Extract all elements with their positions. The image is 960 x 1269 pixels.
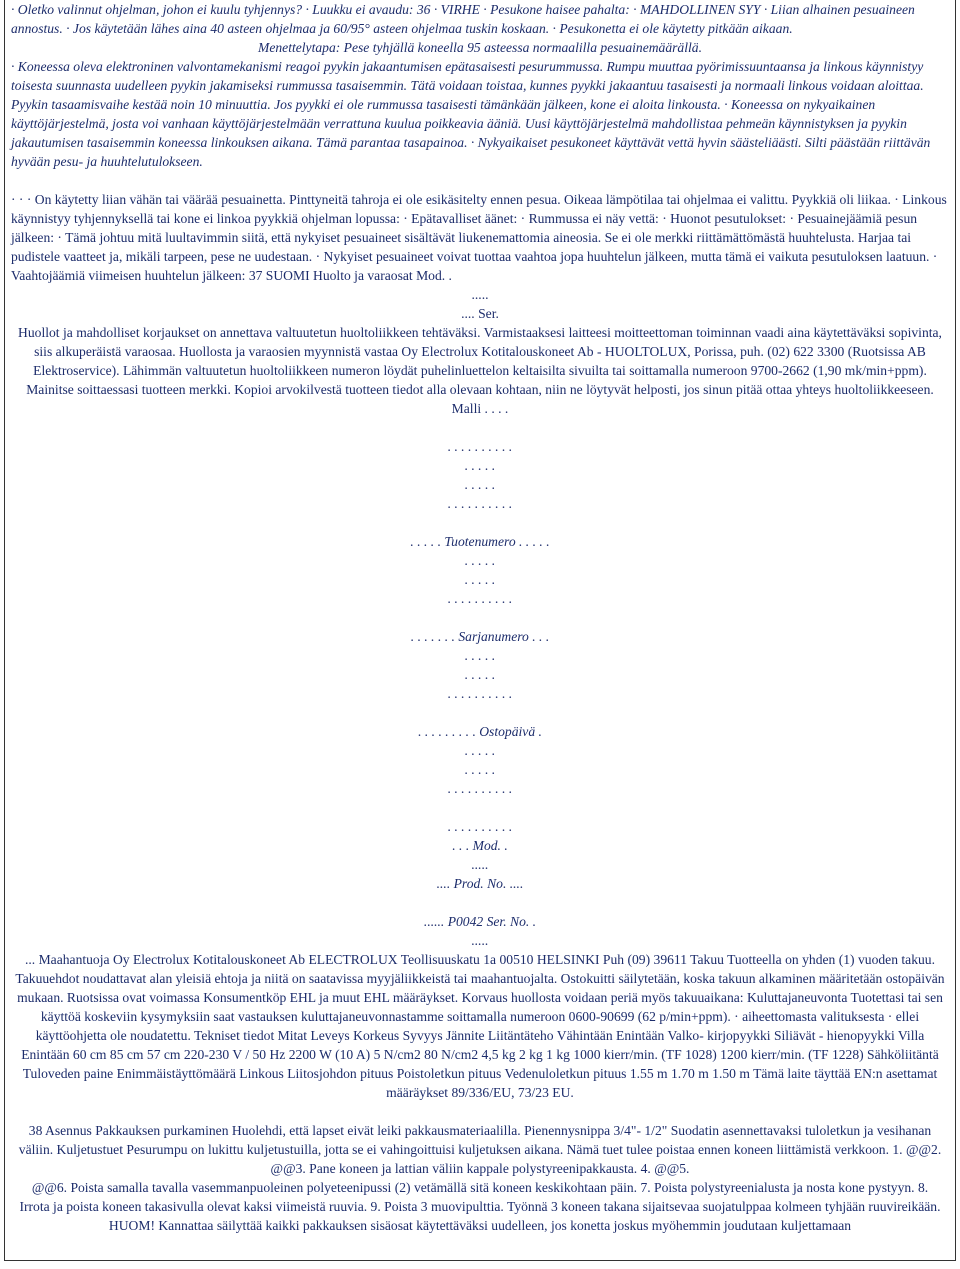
ser-line: .... Ser. <box>461 306 499 321</box>
spacer <box>11 798 949 817</box>
form-line: ..... <box>471 933 489 948</box>
unbalance-paragraph: · Koneessa oleva elektroninen valvontamekanismi reagoi pyykin jakaantumisen epätasaisesti pesurummussa. Rumpu muuttaa pyörimissuuntaansa ja linkous käynnistyy toisesta suunnasta uudelleen pyykin jakamiseksi rummussa tasaisemmin. Tätä voidaan toistaa, kunnes pyykki jakaantuu tasaisesti ja normaali linkous voidaan aloittaa. Pyykin tasaamisvaihe kestää noin 10 minuuttia. Jos pyykki ei ole rummussa tasaisesti tämänkään jälkeen, kone ei aloita linkousta. · Koneessa on nykyaikainen käyttöjärjestelmä, josta voi vanhaan käyttöjärjestelmään verrattuna kuulua poikkeavia ääniä. Uusi käyttöjärjestelmä mahdollistaa pehmeän käynnistyksen ja pyykin jakautumisen tasaisemmin koneessa linkouksen aikana. Tämä parantaa tasapainoa. · Nykyaikaiset pesukoneet käyttävät vettä hyvin säästeliäästi. Silti päästään riittävän hyvään pesu- ja huuhtelutulokseen. <box>11 59 931 169</box>
installation-section <box>11 1121 949 1235</box>
form-line: . . . . . . . . . . <box>447 686 513 701</box>
spacer <box>11 703 949 722</box>
spacer <box>11 418 949 437</box>
form-line: . . . . . . . . . . <box>447 439 513 454</box>
spacer <box>11 1102 949 1121</box>
form-line: . . . . . . . . . . <box>447 819 513 834</box>
troubleshooting-paragraph: · · · On käytetty liian vähän tai väärää pesuainetta. Pinttyneitä tahroja ei ole esikäsitelty ennen pesua. Oikeaa lämpötilaa tai ohjelmaa ei valittu. Pyykkiä oli liikaa. · Linkous käynnistyy tyhjennyksellä tai kone ei linkoa pyykkiä ohjelman lopussa: · Epätavalliset äänet: · Rummussa ei näy vettä: · Huonot pesutulokset: · Pesuainejäämiä pesun jälkeen: · Tämä johtuu mitä luultavimmin siitä, että nykyiset pesuaineet sisältävät liukenemattomia aineosia. Se ei ole merkki riittämättömästä huuhtelusta. Harjaa tai pudistele vaatteet ja, mikäli tarpeen, pese ne uudestaan. · Nykyiset pesuaineet voivat tuottaa vaahtoa jopa huuhtelun jälkeen, mutta tämä ei vaikuta pesutuloksen laatuun. · Vaahtojäämiä viimeisen huuhtelun jälkeen: 37 SUOMI Huolto ja varaosat Mod. . <box>11 192 947 283</box>
intro-section <box>11 0 949 171</box>
form-line: . . . . . <box>464 648 496 663</box>
product-number-line: . . . . . Tuotenumero . . . . . <box>410 534 550 549</box>
installation-paragraph-3: Irrota ja poista koneen takasivulla olevat kaksi viimeistä ruuvia. 9. Poista 3 muovipulttia. Työnnä 3 koneen takana sijaitsevaa suojatulppaa kolmeen tyhjään ruuvireikään. HUOM! Kannattaa säilyttää kaikki pakkauksen sisäosat käytettäväksi uudelleen, jos konetta joskus myöhemmin joudutaan kuljettamaan <box>19 1199 941 1233</box>
form-line: . . . . . <box>464 553 496 568</box>
form-line: ..... <box>471 857 489 872</box>
product-info-form <box>11 437 949 950</box>
form-line: . . . . . . . . . . <box>447 496 513 511</box>
mod-line: . . . Mod. . <box>452 838 508 853</box>
installation-paragraph-1: 38 Asennus Pakkauksen purkaminen Huolehdi, että lapset eivät leiki pakkausmateriaalilla. Pienennysnippa 3/4"- 1/2" Suodatin asennettavaksi tuloletkun ja vesihanan väliin. Kuljetustuet Pesurumpu on lukittu kuljetustuilla, jotta se ei vahingoittuisi kuljetuksen aikana. Nämä tuet tulee poistaa ennen koneen liittämistä verkkoon. 1. @@2. @@3. Pane koneen ja lattian väliin kappale polystyreenipakkausta. 4. @@5. <box>18 1123 942 1176</box>
dots-line: ..... <box>471 287 489 302</box>
troubleshooting-section <box>11 190 949 285</box>
installation-paragraph-2: @@6. Poista samalla tavalla vasemmanpuoleinen polyeteenipussi (2) vetämällä sitä koneen keskikohtaan päin. 7. Poista polystyreenialusta ja nosta kone pystyyn. 8. <box>31 1180 929 1195</box>
form-line: . . . . . <box>464 477 496 492</box>
form-line: . . . . . . . . . . <box>447 781 513 796</box>
service-section <box>11 285 949 418</box>
ser-no-line: ...... P0042 Ser. No. . <box>423 914 537 929</box>
prod-no-line: .... Prod. No. .... <box>436 876 524 891</box>
warranty-section <box>11 950 949 1102</box>
form-line: . . . . . <box>464 762 496 777</box>
document-page <box>4 0 956 1261</box>
spacer <box>11 608 949 627</box>
form-line: . . . . . <box>464 743 496 758</box>
spacer <box>11 893 949 912</box>
service-paragraph: Huollot ja mahdolliset korjaukset on annettava valtuutetun huoltoliikkeen tehtäväksi. Varmistaaksesi laitteesi moitteettoman toiminnan vaadi aina käytettäväksi sopivinta, siis alkuperäistä varaosaa. Huollosta ja varaosien myynnistä vastaa Oy Electrolux Kotitalouskoneet Ab - HUOLTOLUX, Porissa, puh. (02) 622 3300 (Ruotsissa AB Elektroservice). Lähimmän valtuutetun huoltoliikkeen numeron löydät puhelinluettelon keltaisilta sivuilta tai soittamalla numeroon 9700-2662 (1,90 mk/min+ppm). Mainitse soittaessasi tuotteen merkki. Kopioi arvokilvestä tuotteen tiedot alla olevaan kohtaan, niin ne löytyvät helposti, jos sinun pitää ottaa yhteys huoltoliikkeeseen. Malli . . . . <box>18 325 942 416</box>
form-line: . . . . . . . . . . <box>447 591 513 606</box>
form-line: . . . . . <box>464 458 496 473</box>
serial-number-line: . . . . . . . Sarjanumero . . . <box>410 629 550 644</box>
purchase-date-line: . . . . . . . . . Ostopäivä . <box>418 724 542 739</box>
troubleshooting-intro: · Oletko valinnut ohjelman, johon ei kuulu tyhjennys? · Luukku ei avaudu: 36 · VIRHE · Pesukone haisee pahalta: · MAHDOLLINEN SYY · Liian alhainen pesuaineen annostus. · Jos käytetään lähes aina 40 asteen ohjelmaa ja 60/95° asteen ohjelmaa tuskin koskaan. · Pesukonetta ei ole käytetty pitkään aikaan. <box>11 2 915 36</box>
spacer <box>11 513 949 532</box>
procedure-line: Menettelytapa: Pese tyhjällä koneella 95 asteessa normaalilla pesuainemäärällä. <box>258 40 702 55</box>
form-line: . . . . . <box>464 572 496 587</box>
spacer <box>11 171 949 190</box>
form-line: . . . . . <box>464 667 496 682</box>
warranty-paragraph: ... Maahantuoja Oy Electrolux Kotitalouskoneet Ab ELECTROLUX Teollisuuskatu 1a 00510 HELSINKI Puh (09) 39611 Takuu Tuotteella on yhden (1) vuoden takuu. Takuuehdot noudattavat alan yleisiä ehtoja ja niitä on saatavissa myyjäliikkeistä tai maahantuojalta. Ostokuitti säilytetään, koska takuun alkaminen määritetään ostopäivän mukaan. Ruotsissa ovat voimassa Konsumentköp EHL ja muut EHL määräykset. Korvaus huollosta voidaan periä myös takuuaikana: Kuluttajaneuvonta Tuotettasi tai sen käyttöä koskeviin kysymyksiin saat vastauksen kuluttajaneuvonnastamme soittamalla numeroon 0600-90699 (62 p/min+ppm). · aiheettomasta valituksesta · ellei käyttöohjetta ole noudatettu. Tekniset tiedot Mitat Leveys Korkeus Syvyys Jännite Liitäntäteho Vähintään Enintään Valko- kirjopyykki Siliävät - hienopyykki Villa Enintään 60 cm 85 cm 57 cm 220-230 V / 50 Hz 2200 W (10 A) 5 N/cm2 80 N/cm2 4,5 kg 2 kg 1 kg 1000 kierr/min. (TF 1028) 1200 kierr/min. (TF 1228) Sähköliitäntä Tuloveden paine Enimmäistäyttömäärä Linkous Liitosjohdon pituus Poistoletkun pituus Vedenuloletkun pituus 1.55 m 1.70 m 1.50 m Tämä laite täyttää EN:n asettamat määräykset 89/336/EU, 73/23 EU. <box>15 952 945 1100</box>
